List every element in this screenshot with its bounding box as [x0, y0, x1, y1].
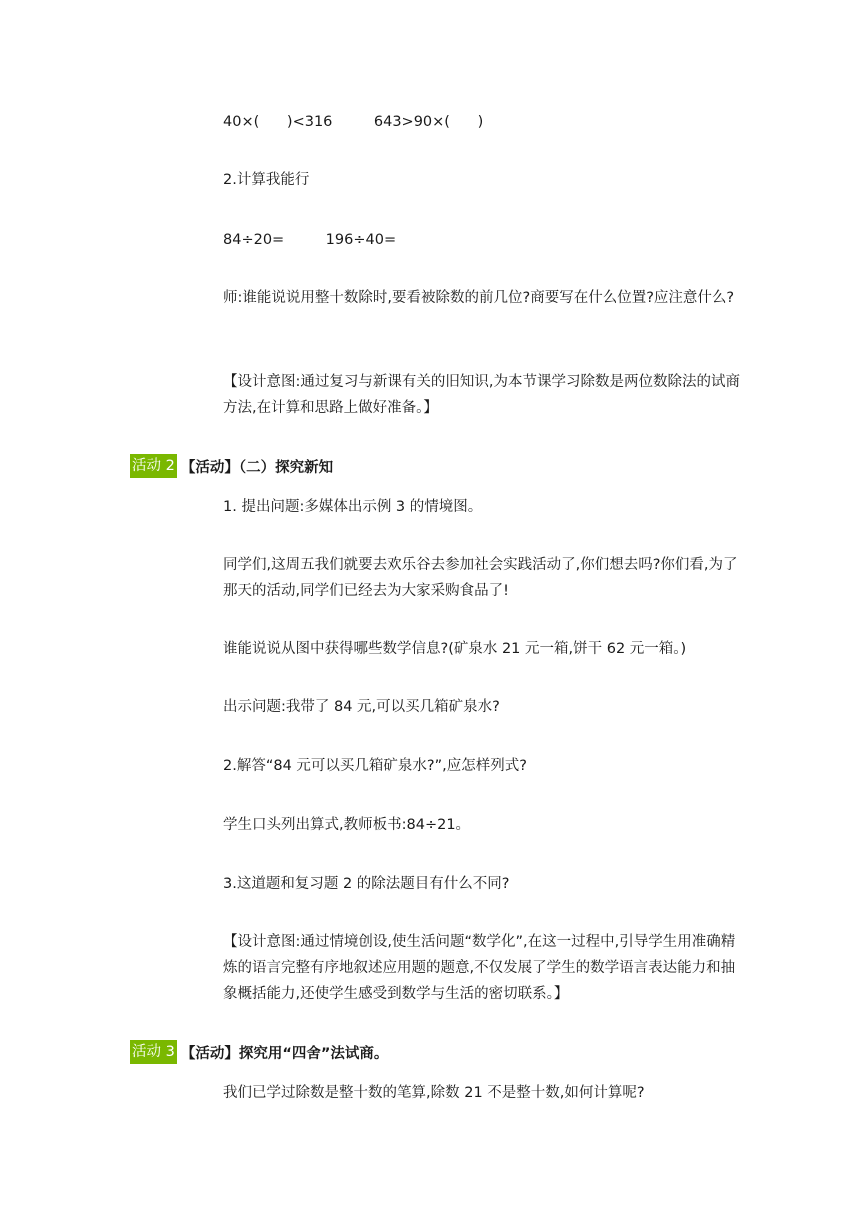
activity-2-step-2: 2.解答“84 元可以买几箱矿泉水?”,应怎样列式? — [223, 758, 527, 774]
design-intent-1: 【设计意图:通过复习与新课有关的旧知识,为本节课学习除数是两位数除法的试商方法,在计算和思路上做好准备。】 — [223, 374, 740, 416]
activity-3-heading — [130, 1040, 388, 1064]
activity-2-step-1: 1. 提出问题:多媒体出示例 3 的情境图。 — [223, 499, 483, 515]
activity-2-title: 【活动】（二）探究新知 — [180, 459, 334, 476]
activity-3-intro: 我们已学过除数是整十数的笔算,除数 21 不是整十数,如何计算呢? — [223, 1085, 645, 1101]
activity-2-badge: 活动 2 — [130, 454, 177, 478]
exercise-2-line: 84÷20= 196÷40= — [223, 232, 397, 248]
exercise-1-line: 40×( )<316 643>90×( ) — [223, 114, 484, 130]
activity-2-step-3: 3.这道题和复习题 2 的除法题目有什么不同? — [223, 876, 510, 892]
activity-2-oral: 学生口头列出算式,教师板书:84÷21。 — [223, 817, 471, 833]
activity-2-info-question: 谁能说说从图中获得哪些数学信息?(矿泉水 21 元一箱,饼干 62 元一箱。) — [223, 641, 687, 657]
activity-3-badge: 活动 3 — [130, 1040, 177, 1064]
teacher-question: 师:谁能说说用整十数除时,要看被除数的前几位?商要写在什么位置?应注意什么? — [223, 290, 735, 306]
exercise-2-title: 2.计算我能行 — [223, 172, 310, 188]
design-intent-2: 【设计意图:通过情境创设,使生活问题“数学化”,在这一过程中,引导学生用准确精炼的语言完整有序地叙述应用题的题意,不仅发展了学生的数学语言表达能力和抽象概括能力,还使学生感受到数学与生活的密切联系。】 — [223, 934, 736, 1002]
activity-2-intro: 同学们,这周五我们就要去欢乐谷去参加社会实践活动了,你们想去吗?你们看,为了那天的活动,同学们已经去为大家采购食品了! — [223, 557, 738, 599]
activity-2-heading — [130, 454, 333, 478]
activity-3-title: 【活动】探究用“四舍”法试商。 — [180, 1045, 389, 1062]
activity-2-problem: 出示问题:我带了 84 元,可以买几箱矿泉水? — [223, 699, 500, 715]
